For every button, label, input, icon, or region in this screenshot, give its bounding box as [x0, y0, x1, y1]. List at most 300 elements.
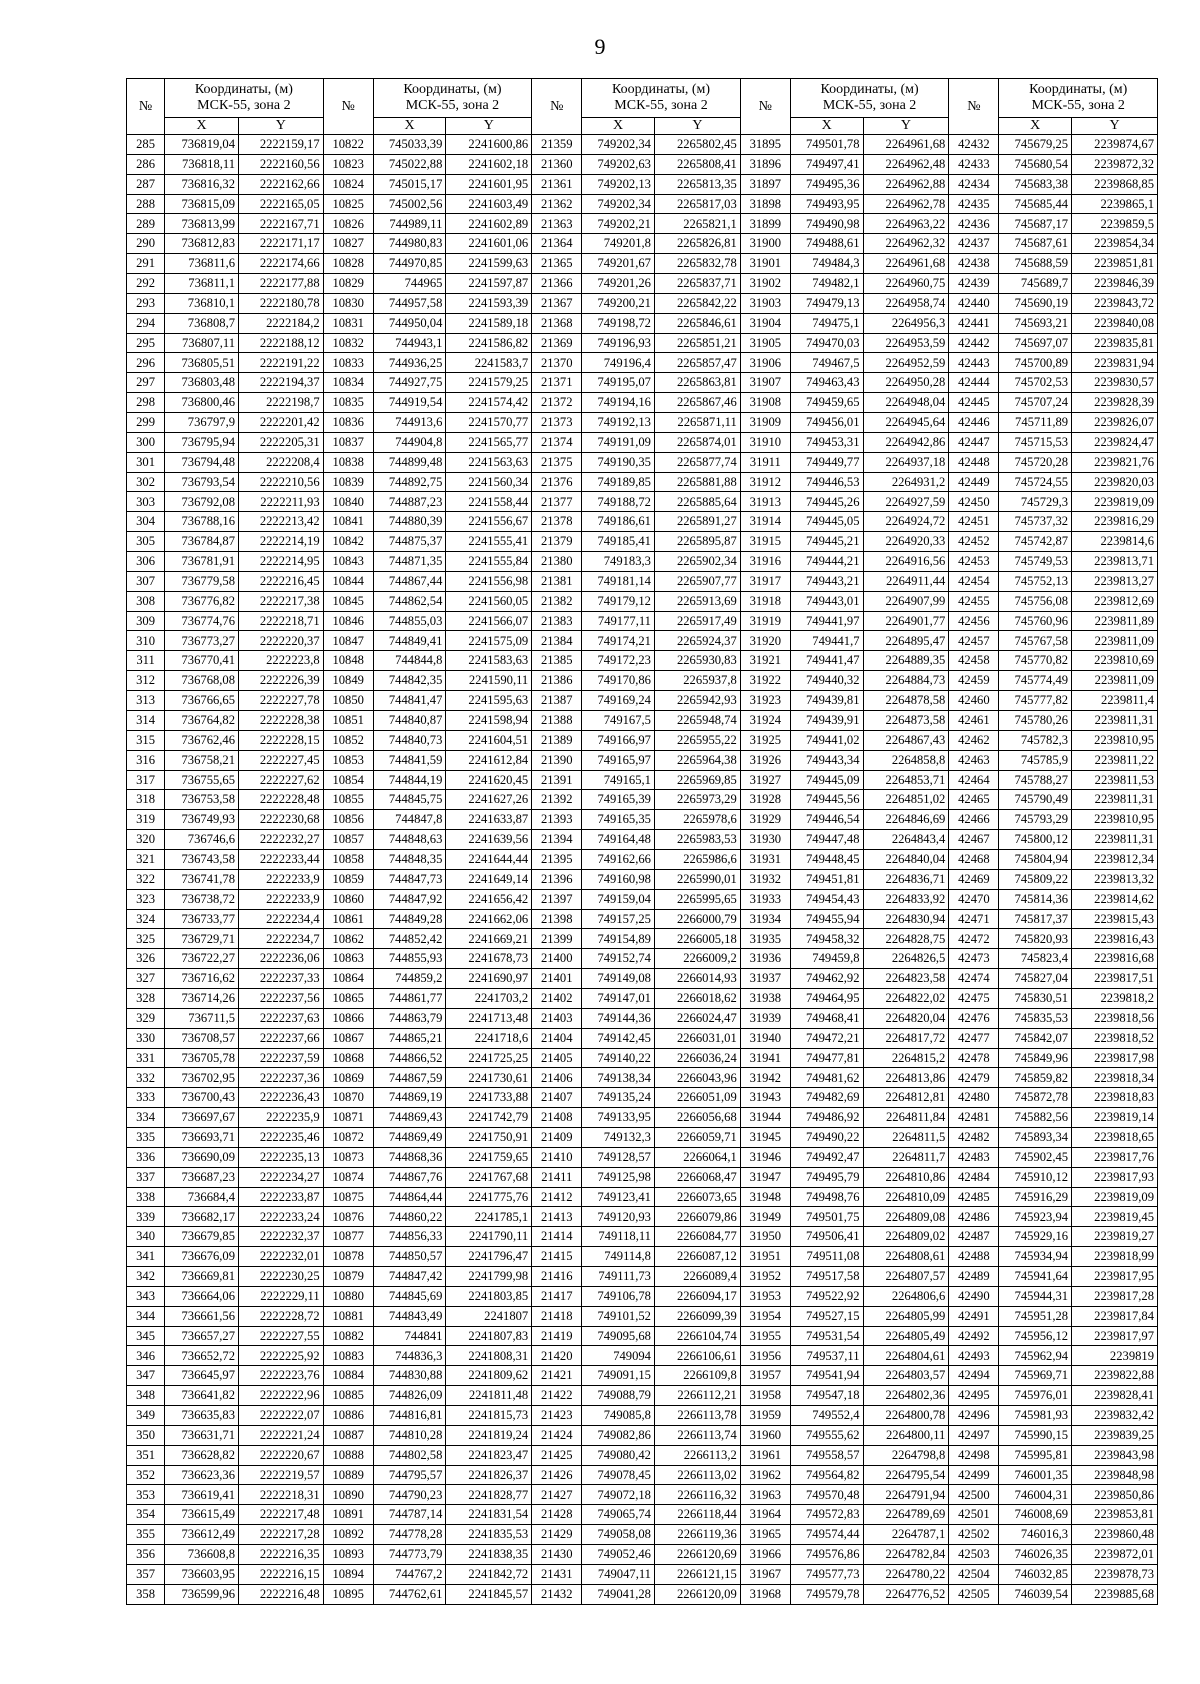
x-coordinate-cell: 749165,1 — [582, 770, 655, 790]
point-number-cell: 10830 — [323, 293, 373, 313]
point-number-cell: 21388 — [532, 710, 582, 730]
x-coordinate-cell: 736762,46 — [165, 730, 239, 750]
point-number-cell: 31961 — [740, 1445, 790, 1465]
x-coordinate-cell: 744868,36 — [373, 1147, 446, 1167]
x-coordinate-cell: 749170,86 — [582, 671, 655, 691]
y-coordinate-cell: 2239811,09 — [1072, 631, 1158, 651]
x-coordinate-cell: 736641,82 — [165, 1386, 239, 1406]
x-coordinate-cell: 745956,12 — [999, 1326, 1072, 1346]
point-number-cell: 291 — [127, 254, 165, 274]
x-coordinate-cell: 736793,54 — [165, 472, 239, 492]
point-number-cell: 31924 — [740, 710, 790, 730]
point-number-cell: 21416 — [532, 1266, 582, 1286]
x-coordinate-cell: 749200,21 — [582, 293, 655, 313]
point-number-cell: 10890 — [323, 1485, 373, 1505]
point-number-cell: 31950 — [740, 1227, 790, 1247]
y-coordinate-cell: 2222208,4 — [239, 452, 324, 472]
y-coordinate-cell: 2222237,66 — [239, 1028, 324, 1048]
x-coordinate-cell: 744965 — [373, 274, 446, 294]
point-number-cell: 31953 — [740, 1286, 790, 1306]
x-coordinate-cell: 745015,17 — [373, 174, 446, 194]
y-coordinate-cell: 2239817,28 — [1072, 1286, 1158, 1306]
y-coordinate-cell: 2241785,1 — [446, 1207, 532, 1227]
x-coordinate-cell: 749570,48 — [790, 1485, 863, 1505]
x-coordinate-cell: 736714,26 — [165, 988, 239, 1008]
x-coordinate-cell: 749497,41 — [790, 154, 863, 174]
x-coordinate-cell: 736693,71 — [165, 1127, 239, 1147]
x-coordinate-cell: 749041,28 — [582, 1584, 655, 1604]
point-number-cell: 31943 — [740, 1088, 790, 1108]
point-number-cell: 21366 — [532, 274, 582, 294]
x-coordinate-cell: 744855,03 — [373, 611, 446, 631]
x-coordinate-cell: 745693,21 — [999, 313, 1072, 333]
point-number-cell: 21400 — [532, 949, 582, 969]
point-number-cell: 352 — [127, 1465, 165, 1485]
x-coordinate-cell: 736612,49 — [165, 1525, 239, 1545]
x-coordinate-cell: 745689,7 — [999, 274, 1072, 294]
point-number-cell: 31946 — [740, 1147, 790, 1167]
y-coordinate-cell: 2241828,77 — [446, 1485, 532, 1505]
point-number-cell: 21370 — [532, 353, 582, 373]
x-coordinate-cell: 736779,58 — [165, 571, 239, 591]
point-number-cell: 10852 — [323, 730, 373, 750]
x-coordinate-cell: 744919,54 — [373, 393, 446, 413]
x-coordinate-cell: 749164,48 — [582, 830, 655, 850]
point-number-cell: 21387 — [532, 691, 582, 711]
y-coordinate-cell: 2222216,45 — [239, 571, 324, 591]
x-coordinate-cell: 745820,93 — [999, 929, 1072, 949]
point-number-cell: 301 — [127, 452, 165, 472]
y-coordinate-cell: 2239811,53 — [1072, 770, 1158, 790]
table-row — [127, 1167, 1158, 1187]
x-coordinate-cell: 736753,58 — [165, 790, 239, 810]
y-coordinate-cell: 2222233,44 — [239, 849, 324, 869]
x-coordinate-cell: 749547,18 — [790, 1386, 863, 1406]
x-coordinate-cell: 749564,82 — [790, 1465, 863, 1485]
x-coordinate-cell: 749165,35 — [582, 810, 655, 830]
x-coordinate-cell: 736711,5 — [165, 1008, 239, 1028]
point-number-cell: 31928 — [740, 790, 790, 810]
x-coordinate-cell: 749047,11 — [582, 1564, 655, 1584]
x-coordinate-cell: 749185,41 — [582, 532, 655, 552]
x-coordinate-cell: 736669,81 — [165, 1266, 239, 1286]
x-coordinate-cell: 745793,29 — [999, 810, 1072, 830]
y-coordinate-cell: 2241639,56 — [446, 830, 532, 850]
y-coordinate-cell: 2265948,74 — [654, 710, 740, 730]
x-coordinate-cell: 744842,35 — [373, 671, 446, 691]
x-coordinate-cell: 749445,09 — [790, 770, 863, 790]
x-coordinate-cell: 749144,36 — [582, 1008, 655, 1028]
x-coordinate-cell: 749576,86 — [790, 1545, 863, 1565]
y-coordinate-cell: 2241599,63 — [446, 254, 532, 274]
table-row — [127, 691, 1158, 711]
y-coordinate-cell: 2222227,55 — [239, 1326, 324, 1346]
point-number-cell: 42488 — [949, 1247, 999, 1267]
point-number-cell: 313 — [127, 691, 165, 711]
x-coordinate-cell: 749140,22 — [582, 1048, 655, 1068]
y-coordinate-cell: 2264958,74 — [863, 293, 949, 313]
y-coordinate-cell: 2239816,68 — [1072, 949, 1158, 969]
y-coordinate-cell: 2264789,69 — [863, 1505, 949, 1525]
x-coordinate-cell: 736645,97 — [165, 1366, 239, 1386]
point-number-cell: 10889 — [323, 1465, 373, 1485]
x-coordinate-cell: 749451,81 — [790, 869, 863, 889]
x-coordinate-cell: 749183,3 — [582, 552, 655, 572]
x-coordinate-cell: 749459,8 — [790, 949, 863, 969]
point-number-cell: 31948 — [740, 1187, 790, 1207]
x-coordinate-cell: 749052,46 — [582, 1545, 655, 1565]
y-coordinate-cell: 2265986,6 — [654, 849, 740, 869]
y-coordinate-cell: 2239818,56 — [1072, 1008, 1158, 1028]
point-number-cell: 347 — [127, 1366, 165, 1386]
x-coordinate-cell: 736722,27 — [165, 949, 239, 969]
y-coordinate-cell: 2264810,09 — [863, 1187, 949, 1207]
y-coordinate-cell: 2222222,07 — [239, 1406, 324, 1426]
y-coordinate-cell: 2222228,15 — [239, 730, 324, 750]
header-x: X — [373, 118, 446, 135]
y-coordinate-cell: 2241662,06 — [446, 909, 532, 929]
table-row — [127, 929, 1158, 949]
point-number-cell: 21365 — [532, 254, 582, 274]
x-coordinate-cell: 749453,31 — [790, 432, 863, 452]
x-coordinate-cell: 736803,48 — [165, 373, 239, 393]
y-coordinate-cell: 2222180,78 — [239, 293, 324, 313]
y-coordinate-cell: 2266113,2 — [654, 1445, 740, 1465]
table-row — [127, 174, 1158, 194]
point-number-cell: 42453 — [949, 552, 999, 572]
x-coordinate-cell: 744847,8 — [373, 810, 446, 830]
point-number-cell: 318 — [127, 790, 165, 810]
point-number-cell: 285 — [127, 135, 165, 155]
y-coordinate-cell: 2239853,81 — [1072, 1505, 1158, 1525]
x-coordinate-cell: 749439,91 — [790, 710, 863, 730]
x-coordinate-cell: 736615,49 — [165, 1505, 239, 1525]
point-number-cell: 21376 — [532, 472, 582, 492]
y-coordinate-cell: 2266036,24 — [654, 1048, 740, 1068]
y-coordinate-cell: 2222210,56 — [239, 472, 324, 492]
table-row — [127, 393, 1158, 413]
point-number-cell: 21360 — [532, 154, 582, 174]
y-coordinate-cell: 2266018,62 — [654, 988, 740, 1008]
x-coordinate-cell: 749498,76 — [790, 1187, 863, 1207]
x-coordinate-cell: 745835,53 — [999, 1008, 1072, 1028]
x-coordinate-cell: 749159,04 — [582, 889, 655, 909]
point-number-cell: 10872 — [323, 1127, 373, 1147]
point-number-cell: 324 — [127, 909, 165, 929]
y-coordinate-cell: 2264920,33 — [863, 532, 949, 552]
point-number-cell: 21418 — [532, 1306, 582, 1326]
x-coordinate-cell: 749091,15 — [582, 1366, 655, 1386]
y-coordinate-cell: 2222230,68 — [239, 810, 324, 830]
y-coordinate-cell: 2266121,15 — [654, 1564, 740, 1584]
y-coordinate-cell: 2266118,44 — [654, 1505, 740, 1525]
x-coordinate-cell: 749152,74 — [582, 949, 655, 969]
y-coordinate-cell: 2265885,64 — [654, 492, 740, 512]
point-number-cell: 42486 — [949, 1207, 999, 1227]
x-coordinate-cell: 749506,41 — [790, 1227, 863, 1247]
x-coordinate-cell: 745022,88 — [373, 154, 446, 174]
point-number-cell: 10876 — [323, 1207, 373, 1227]
x-coordinate-cell: 745720,28 — [999, 452, 1072, 472]
point-number-cell: 21404 — [532, 1028, 582, 1048]
y-coordinate-cell: 2222201,42 — [239, 413, 324, 433]
y-coordinate-cell: 2241601,06 — [446, 234, 532, 254]
point-number-cell: 356 — [127, 1545, 165, 1565]
point-number-cell: 31900 — [740, 234, 790, 254]
y-coordinate-cell: 2241590,11 — [446, 671, 532, 691]
x-coordinate-cell: 736682,17 — [165, 1207, 239, 1227]
x-coordinate-cell: 744845,69 — [373, 1286, 446, 1306]
x-coordinate-cell: 749470,03 — [790, 333, 863, 353]
y-coordinate-cell: 2264911,44 — [863, 571, 949, 591]
y-coordinate-cell: 2264833,92 — [863, 889, 949, 909]
x-coordinate-cell: 744802,58 — [373, 1445, 446, 1465]
y-coordinate-cell: 2264901,77 — [863, 611, 949, 631]
point-number-cell: 290 — [127, 234, 165, 254]
x-coordinate-cell: 744847,73 — [373, 869, 446, 889]
x-coordinate-cell: 744869,43 — [373, 1108, 446, 1128]
x-coordinate-cell: 749179,12 — [582, 591, 655, 611]
x-coordinate-cell: 744880,39 — [373, 512, 446, 532]
x-coordinate-cell: 745800,12 — [999, 830, 1072, 850]
x-coordinate-cell: 745951,28 — [999, 1306, 1072, 1326]
x-coordinate-cell: 749482,1 — [790, 274, 863, 294]
y-coordinate-cell: 2222222,96 — [239, 1386, 324, 1406]
point-number-cell: 10891 — [323, 1505, 373, 1525]
x-coordinate-cell: 744787,14 — [373, 1505, 446, 1525]
header-y: Y — [863, 118, 949, 135]
table-row — [127, 730, 1158, 750]
x-coordinate-cell: 749106,78 — [582, 1286, 655, 1306]
table-row — [127, 810, 1158, 830]
x-coordinate-cell: 746008,69 — [999, 1505, 1072, 1525]
y-coordinate-cell: 2264791,94 — [863, 1485, 949, 1505]
x-coordinate-cell: 749114,8 — [582, 1247, 655, 1267]
x-coordinate-cell: 736635,83 — [165, 1406, 239, 1426]
point-number-cell: 21410 — [532, 1147, 582, 1167]
x-coordinate-cell: 736815,09 — [165, 194, 239, 214]
y-coordinate-cell: 2239817,51 — [1072, 969, 1158, 989]
table-row — [127, 1485, 1158, 1505]
x-coordinate-cell: 736738,72 — [165, 889, 239, 909]
y-coordinate-cell: 2222233,24 — [239, 1207, 324, 1227]
table-row — [127, 274, 1158, 294]
y-coordinate-cell: 2241799,98 — [446, 1266, 532, 1286]
point-number-cell: 336 — [127, 1147, 165, 1167]
x-coordinate-cell: 744844,19 — [373, 770, 446, 790]
y-coordinate-cell: 2265907,77 — [654, 571, 740, 591]
point-number-cell: 10855 — [323, 790, 373, 810]
y-coordinate-cell: 2264889,35 — [863, 651, 949, 671]
x-coordinate-cell: 744913,6 — [373, 413, 446, 433]
point-number-cell: 351 — [127, 1445, 165, 1465]
y-coordinate-cell: 2266116,32 — [654, 1485, 740, 1505]
y-coordinate-cell: 2239817,98 — [1072, 1048, 1158, 1068]
x-coordinate-cell: 744847,42 — [373, 1266, 446, 1286]
y-coordinate-cell: 2264826,5 — [863, 949, 949, 969]
x-coordinate-cell: 736776,82 — [165, 591, 239, 611]
table-row — [127, 154, 1158, 174]
point-number-cell: 21392 — [532, 790, 582, 810]
point-number-cell: 10886 — [323, 1406, 373, 1426]
x-coordinate-cell: 744762,61 — [373, 1584, 446, 1604]
y-coordinate-cell: 2265983,53 — [654, 830, 740, 850]
x-coordinate-cell: 749449,77 — [790, 452, 863, 472]
y-coordinate-cell: 2239872,01 — [1072, 1545, 1158, 1565]
x-coordinate-cell: 749495,79 — [790, 1167, 863, 1187]
x-coordinate-cell: 749446,53 — [790, 472, 863, 492]
point-number-cell: 330 — [127, 1028, 165, 1048]
header-coordinates-units: Координаты, (м) — [820, 82, 919, 97]
y-coordinate-cell: 2241574,42 — [446, 393, 532, 413]
point-number-cell: 21369 — [532, 333, 582, 353]
x-coordinate-cell: 745823,4 — [999, 949, 1072, 969]
x-coordinate-cell: 736755,65 — [165, 770, 239, 790]
x-coordinate-cell: 745785,9 — [999, 750, 1072, 770]
y-coordinate-cell: 2264962,88 — [863, 174, 949, 194]
y-coordinate-cell: 2265990,01 — [654, 869, 740, 889]
table-row — [127, 413, 1158, 433]
point-number-cell: 10854 — [323, 770, 373, 790]
x-coordinate-cell: 736705,78 — [165, 1048, 239, 1068]
point-number-cell: 31942 — [740, 1068, 790, 1088]
x-coordinate-cell: 744861,77 — [373, 988, 446, 1008]
y-coordinate-cell: 2266031,01 — [654, 1028, 740, 1048]
x-coordinate-cell: 736657,27 — [165, 1326, 239, 1346]
y-coordinate-cell: 2264840,04 — [863, 849, 949, 869]
y-coordinate-cell: 2222162,66 — [239, 174, 324, 194]
y-coordinate-cell: 2241620,45 — [446, 770, 532, 790]
x-coordinate-cell: 749177,11 — [582, 611, 655, 631]
y-coordinate-cell: 2264873,58 — [863, 710, 949, 730]
header-coordinates-units: Координаты, (м) — [403, 82, 502, 97]
point-number-cell: 21378 — [532, 512, 582, 532]
x-coordinate-cell: 745809,22 — [999, 869, 1072, 889]
point-number-cell: 21390 — [532, 750, 582, 770]
point-number-cell: 349 — [127, 1406, 165, 1426]
x-coordinate-cell: 744810,28 — [373, 1425, 446, 1445]
point-number-cell: 10853 — [323, 750, 373, 770]
y-coordinate-cell: 2222205,31 — [239, 432, 324, 452]
y-coordinate-cell: 2239811,31 — [1072, 830, 1158, 850]
y-coordinate-cell: 2222227,45 — [239, 750, 324, 770]
y-coordinate-cell: 2264805,49 — [863, 1326, 949, 1346]
y-coordinate-cell: 2239813,71 — [1072, 552, 1158, 572]
y-coordinate-cell: 2264807,57 — [863, 1266, 949, 1286]
point-number-cell: 10829 — [323, 274, 373, 294]
x-coordinate-cell: 749186,61 — [582, 512, 655, 532]
x-coordinate-cell: 736784,87 — [165, 532, 239, 552]
x-coordinate-cell: 745990,15 — [999, 1425, 1072, 1445]
x-coordinate-cell: 744869,49 — [373, 1127, 446, 1147]
point-number-cell: 42440 — [949, 293, 999, 313]
x-coordinate-cell: 749094 — [582, 1346, 655, 1366]
table-row — [127, 1088, 1158, 1108]
x-coordinate-cell: 749154,89 — [582, 929, 655, 949]
point-number-cell: 42462 — [949, 730, 999, 750]
y-coordinate-cell: 2264800,78 — [863, 1406, 949, 1426]
y-coordinate-cell: 2241809,62 — [446, 1366, 532, 1386]
table-row — [127, 1306, 1158, 1326]
point-number-cell: 42451 — [949, 512, 999, 532]
point-number-cell: 31955 — [740, 1326, 790, 1346]
y-coordinate-cell: 2266113,78 — [654, 1406, 740, 1426]
x-coordinate-cell: 744875,37 — [373, 532, 446, 552]
y-coordinate-cell: 2265930,83 — [654, 651, 740, 671]
point-number-cell: 42478 — [949, 1048, 999, 1068]
x-coordinate-cell: 745934,94 — [999, 1247, 1072, 1267]
point-number-cell: 10837 — [323, 432, 373, 452]
x-coordinate-cell: 749493,95 — [790, 194, 863, 214]
x-coordinate-cell: 736700,43 — [165, 1088, 239, 1108]
y-coordinate-cell: 2222234,27 — [239, 1167, 324, 1187]
point-number-cell: 21393 — [532, 810, 582, 830]
y-coordinate-cell: 2266106,61 — [654, 1346, 740, 1366]
x-coordinate-cell: 745923,94 — [999, 1207, 1072, 1227]
y-coordinate-cell: 2241819,24 — [446, 1425, 532, 1445]
x-coordinate-cell: 745690,19 — [999, 293, 1072, 313]
y-coordinate-cell: 2239814,62 — [1072, 889, 1158, 909]
point-number-cell: 42457 — [949, 631, 999, 651]
y-coordinate-cell: 2241597,87 — [446, 274, 532, 294]
point-number-cell: 353 — [127, 1485, 165, 1505]
x-coordinate-cell: 749475,1 — [790, 313, 863, 333]
point-number-cell: 294 — [127, 313, 165, 333]
point-number-cell: 21428 — [532, 1505, 582, 1525]
point-number-cell: 42460 — [949, 691, 999, 711]
point-number-cell: 21371 — [532, 373, 582, 393]
x-coordinate-cell: 736661,56 — [165, 1306, 239, 1326]
header-coordinate-system: МСК-55, зона 2 — [405, 98, 500, 113]
point-number-cell: 10884 — [323, 1366, 373, 1386]
x-coordinate-cell: 749202,34 — [582, 194, 655, 214]
point-number-cell: 10833 — [323, 353, 373, 373]
x-coordinate-cell: 749443,21 — [790, 571, 863, 591]
y-coordinate-cell: 2222191,22 — [239, 353, 324, 373]
x-coordinate-cell: 749439,81 — [790, 691, 863, 711]
y-coordinate-cell: 2266000,79 — [654, 909, 740, 929]
y-coordinate-cell: 2222216,35 — [239, 1545, 324, 1565]
point-number-cell: 31938 — [740, 988, 790, 1008]
y-coordinate-cell: 2241575,09 — [446, 631, 532, 651]
point-number-cell: 42501 — [949, 1505, 999, 1525]
point-number-cell: 42435 — [949, 194, 999, 214]
y-coordinate-cell: 2241565,77 — [446, 432, 532, 452]
y-coordinate-cell: 2222228,48 — [239, 790, 324, 810]
y-coordinate-cell: 2241807,83 — [446, 1326, 532, 1346]
point-number-cell: 10839 — [323, 472, 373, 492]
y-coordinate-cell: 2241644,44 — [446, 849, 532, 869]
x-coordinate-cell: 745790,49 — [999, 790, 1072, 810]
y-coordinate-cell: 2264830,94 — [863, 909, 949, 929]
x-coordinate-cell: 746026,35 — [999, 1545, 1072, 1565]
table-row — [127, 790, 1158, 810]
point-number-cell: 289 — [127, 214, 165, 234]
point-number-cell: 302 — [127, 472, 165, 492]
x-coordinate-cell: 749511,08 — [790, 1247, 863, 1267]
point-number-cell: 42477 — [949, 1028, 999, 1048]
x-coordinate-cell: 736818,11 — [165, 154, 239, 174]
y-coordinate-cell: 2266109,8 — [654, 1366, 740, 1386]
point-number-cell: 10825 — [323, 194, 373, 214]
y-coordinate-cell: 2239817,95 — [1072, 1266, 1158, 1286]
y-coordinate-cell: 2265995,65 — [654, 889, 740, 909]
x-coordinate-cell: 736811,6 — [165, 254, 239, 274]
x-coordinate-cell: 744773,79 — [373, 1545, 446, 1565]
point-number-cell: 334 — [127, 1108, 165, 1128]
table-row — [127, 1247, 1158, 1267]
y-coordinate-cell: 2239831,94 — [1072, 353, 1158, 373]
